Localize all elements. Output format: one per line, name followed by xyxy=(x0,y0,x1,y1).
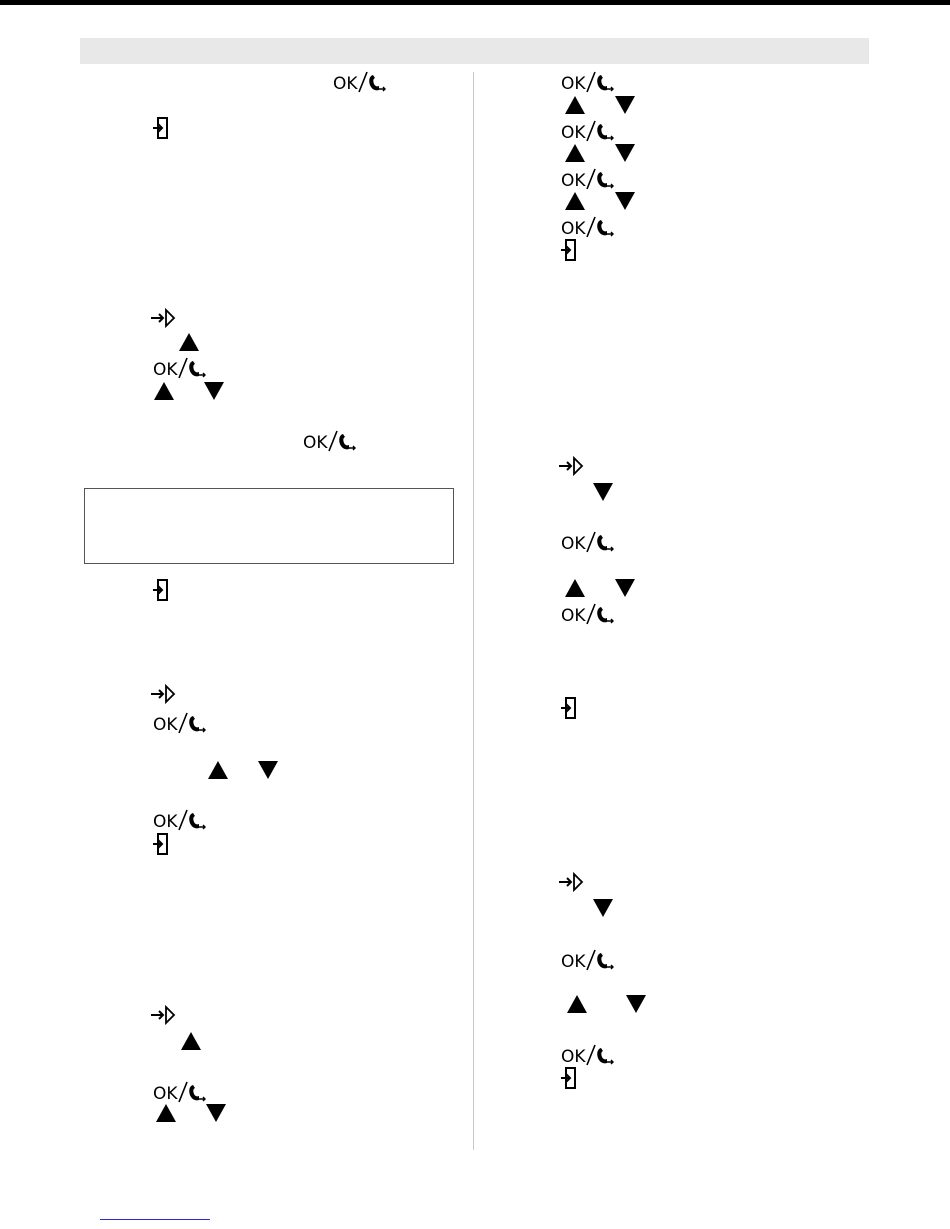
back-exit-icon xyxy=(561,238,577,262)
ok-talk-key-icon xyxy=(560,70,618,94)
down-arrow-icon xyxy=(257,760,279,780)
up-arrow-icon xyxy=(153,381,175,401)
ok-key-text: OK xyxy=(153,715,178,735)
ok-talk-key-icon xyxy=(152,808,210,832)
down-arrow-icon xyxy=(203,381,225,401)
ok-key-text: OK xyxy=(561,123,586,143)
up-arrow-icon xyxy=(155,1103,177,1123)
ok-talk-key-icon xyxy=(152,356,210,380)
up-arrow-icon xyxy=(564,191,586,211)
back-exit-icon xyxy=(153,832,169,856)
top-rule xyxy=(0,0,950,5)
ok-key-text: OK xyxy=(561,606,586,626)
ok-talk-key-icon xyxy=(560,1043,618,1067)
ok-talk-key-icon xyxy=(152,1080,210,1104)
back-exit-icon xyxy=(561,1066,577,1090)
ok-key-text: OK xyxy=(561,1047,586,1067)
menu-key-icon xyxy=(558,455,584,477)
ok-key-text: OK xyxy=(561,171,586,191)
back-exit-icon xyxy=(153,578,169,602)
down-arrow-icon xyxy=(592,482,614,502)
menu-key-icon xyxy=(558,871,584,893)
up-arrow-icon xyxy=(564,95,586,115)
ok-talk-key-icon xyxy=(560,119,618,143)
up-arrow-icon xyxy=(207,760,229,780)
ok-talk-key-icon xyxy=(560,602,618,626)
ok-talk-key-icon xyxy=(560,167,618,191)
down-arrow-icon xyxy=(205,1103,227,1123)
up-arrow-icon xyxy=(564,578,586,598)
page-header-band xyxy=(80,38,869,64)
ok-talk-key-icon xyxy=(152,711,210,735)
footer-link-underline[interactable] xyxy=(100,1219,210,1220)
note-box xyxy=(84,488,454,564)
ok-key-text: OK xyxy=(333,74,358,94)
up-arrow-icon xyxy=(178,332,200,352)
ok-talk-key-icon xyxy=(560,530,618,554)
menu-key-icon xyxy=(150,683,176,705)
ok-key-text: OK xyxy=(561,952,586,972)
menu-key-icon xyxy=(150,1004,176,1026)
down-arrow-icon xyxy=(614,95,636,115)
ok-key-text: OK xyxy=(561,219,586,239)
ok-key-text: OK xyxy=(303,433,328,453)
up-arrow-icon xyxy=(564,143,586,163)
ok-key-text: OK xyxy=(153,360,178,380)
ok-key-text: OK xyxy=(153,812,178,832)
back-exit-icon xyxy=(153,116,169,140)
column-divider xyxy=(473,72,474,1150)
ok-key-text: OK xyxy=(153,1084,178,1104)
down-arrow-icon xyxy=(614,578,636,598)
back-exit-icon xyxy=(561,696,577,720)
down-arrow-icon xyxy=(614,191,636,211)
down-arrow-icon xyxy=(625,994,647,1014)
ok-talk-key-icon xyxy=(302,429,360,453)
ok-talk-key-icon xyxy=(332,70,390,94)
menu-key-icon xyxy=(150,307,176,329)
down-arrow-icon xyxy=(592,898,614,918)
up-arrow-icon xyxy=(566,994,588,1014)
up-arrow-icon xyxy=(180,1031,202,1051)
ok-key-text: OK xyxy=(561,534,586,554)
ok-talk-key-icon xyxy=(560,215,618,239)
ok-key-text: OK xyxy=(561,74,586,94)
ok-talk-key-icon xyxy=(560,948,618,972)
down-arrow-icon xyxy=(614,143,636,163)
